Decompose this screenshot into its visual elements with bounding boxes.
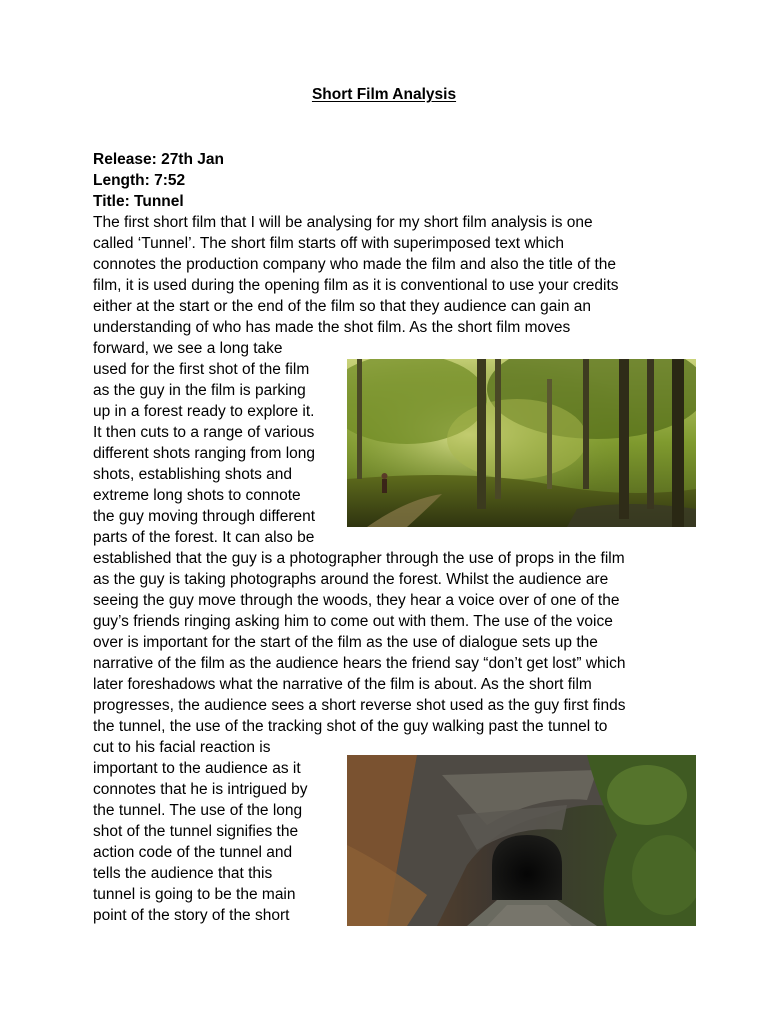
text-line: called ‘Tunnel’. The short film starts off with superimposed text which — [93, 235, 564, 252]
text-line: point of the story of the short — [93, 907, 290, 924]
release-label: Release: 27th Jan — [93, 151, 224, 168]
text-line: as the guy in the film is parking — [93, 382, 306, 399]
text-line: action code of the tunnel and — [93, 844, 293, 861]
text-line: understanding of who has made the shot film. As the short film moves — [93, 319, 571, 336]
text-line: connotes the production company who made the film and also the title of the — [93, 256, 617, 273]
forest-photo — [347, 359, 696, 527]
text-line: cut to his facial reaction is — [93, 739, 271, 756]
text-line: connotes that he is intrigued by — [93, 781, 308, 798]
text-line: the tunnel. The use of the long — [93, 802, 303, 819]
text-line: the guy moving through different — [93, 508, 316, 525]
text-line: forward, we see a long take — [93, 340, 283, 357]
text-line: over is important for the start of the film as the use of dialogue sets up the — [93, 634, 598, 651]
text-line: shot of the tunnel signifies the — [93, 823, 299, 840]
text-line: extreme long shots to connote — [93, 487, 301, 504]
text-line: tells the audience that this — [93, 865, 273, 882]
text-line: progresses, the audience sees a short reverse shot used as the guy first finds — [93, 697, 626, 714]
document-title: Short Film Analysis — [311, 86, 457, 103]
length-label: Length: 7:52 — [93, 172, 186, 189]
text-line: tunnel is going to be the main — [93, 886, 296, 903]
text-line: It then cuts to a range of various — [93, 424, 315, 441]
text-line: The first short film that I will be analysing for my short film analysis is one — [93, 214, 593, 231]
tunnel-photo — [347, 755, 696, 926]
text-line: established that the guy is a photographer through the use of props in the film — [93, 550, 625, 567]
text-line: as the guy is taking photographs around the forest. Whilst the audience are — [93, 571, 609, 588]
text-line: later foreshadows what the narrative of the film is about. As the short film — [93, 676, 592, 693]
text-line: either at the start or the end of the film so that they audience can gain an — [93, 298, 592, 315]
text-line: seeing the guy move through the woods, they hear a voice over of one of the — [93, 592, 620, 609]
text-line: narrative of the film as the audience hears the friend say “don’t get lost” which — [93, 655, 626, 672]
text-line: guy’s friends ringing asking him to come out with them. The use of the voice — [93, 613, 613, 630]
text-line: parts of the forest. It can also be — [93, 529, 315, 546]
text-line: film, it is used during the opening film as it is conventional to use your credits — [93, 277, 619, 294]
text-line: up in a forest ready to explore it. — [93, 403, 315, 420]
text-line: shots, establishing shots and — [93, 466, 293, 483]
text-line: the tunnel, the use of the tracking shot of the guy walking past the tunnel to — [93, 718, 608, 735]
text-line: important to the audience as it — [93, 760, 301, 777]
film-title-label: Title: Tunnel — [93, 193, 184, 210]
text-line: different shots ranging from long — [93, 445, 316, 462]
text-line: used for the first shot of the film — [93, 361, 310, 378]
